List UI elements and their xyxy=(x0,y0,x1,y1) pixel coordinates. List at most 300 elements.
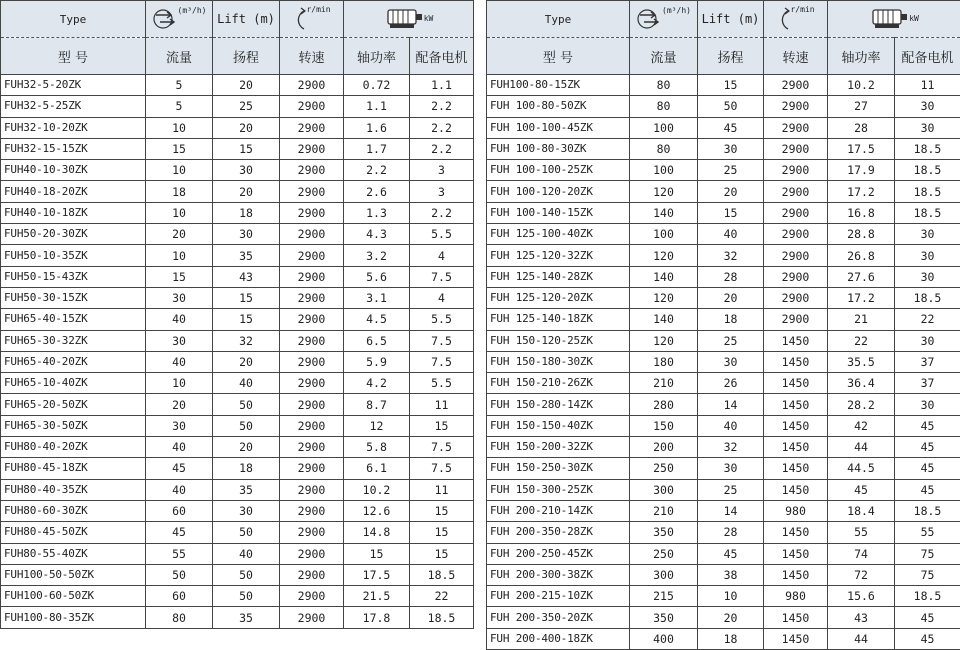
motor-power-cell: 7.5 xyxy=(410,351,474,372)
model-cell: FUH 100-80-50ZK xyxy=(487,96,630,117)
speed-cn-header: 转速 xyxy=(280,38,344,75)
motor-power-cell: 3 xyxy=(410,160,474,181)
shaft-power-cell: 14.8 xyxy=(344,522,410,543)
lift-label: Lift (m) xyxy=(702,12,760,26)
lift-cell: 20 xyxy=(213,351,280,372)
flow-cell: 120 xyxy=(630,245,698,266)
model-cell: FUH 200-250-45ZK xyxy=(487,543,630,564)
shaft-power-cell: 17.8 xyxy=(344,607,410,628)
model-cell: FUH 150-200-32ZK xyxy=(487,437,630,458)
speed-cell: 2900 xyxy=(280,96,344,117)
speed-cell: 2900 xyxy=(280,75,344,96)
flow-cell: 280 xyxy=(630,394,698,415)
motor-power-cell: 45 xyxy=(895,607,960,628)
shaft-power-cell: 35.5 xyxy=(828,351,895,372)
model-cell: FUH80-45-18ZK xyxy=(1,458,146,479)
shaft-power-cell: 6.5 xyxy=(344,330,410,351)
model-cell: FUH 150-300-25ZK xyxy=(487,479,630,500)
flow-cell: 210 xyxy=(630,373,698,394)
shaft-power-cell: 18.4 xyxy=(828,500,895,521)
power-header xyxy=(344,1,474,38)
speed-header xyxy=(280,1,344,38)
motor-power-cell: 45 xyxy=(895,437,960,458)
table-row xyxy=(487,522,960,543)
motor-power-cell: 15 xyxy=(410,543,474,564)
model-cell: FUH32-5-20ZK xyxy=(1,75,146,96)
flow-cell: 40 xyxy=(146,437,213,458)
motor-power-cell: 18.5 xyxy=(895,287,960,308)
lift-cell: 43 xyxy=(213,266,280,287)
lift-cell: 50 xyxy=(698,96,764,117)
model-cell: FUH40-10-30ZK xyxy=(1,160,146,181)
motor-power-cell: 37 xyxy=(895,373,960,394)
model-cell: FUH65-30-32ZK xyxy=(1,330,146,351)
type-header: Type xyxy=(1,1,146,38)
shaft-power-cell: 22 xyxy=(828,330,895,351)
shaft-power-cell: 1.6 xyxy=(344,117,410,138)
motor-power-cell: 30 xyxy=(895,394,960,415)
speed-cell: 2900 xyxy=(764,287,828,308)
table-row xyxy=(487,586,960,607)
lift-cell: 14 xyxy=(698,500,764,521)
motor-power-cell: 15 xyxy=(410,522,474,543)
model-cell: FUH100-80-35ZK xyxy=(1,607,146,628)
motor-power-cell: 5.5 xyxy=(410,309,474,330)
right-table-body xyxy=(487,75,960,650)
motor-power-cell: 18.5 xyxy=(895,202,960,223)
speed-cell: 2900 xyxy=(280,522,344,543)
pump-spec-table-right xyxy=(486,0,960,650)
motor-power-cell: 7.5 xyxy=(410,437,474,458)
model-cell: FUH 200-215-10ZK xyxy=(487,586,630,607)
flow-unit: (m³/h) xyxy=(178,6,207,15)
type-header: Type xyxy=(487,1,630,38)
shaft-power-cell: 4.5 xyxy=(344,309,410,330)
model-cell: FUH 125-140-28ZK xyxy=(487,266,630,287)
flow-cell: 20 xyxy=(146,224,213,245)
flow-cell: 10 xyxy=(146,245,213,266)
motor-power-cell: 5.5 xyxy=(410,373,474,394)
speed-cell: 1450 xyxy=(764,330,828,351)
lift-cell: 32 xyxy=(698,437,764,458)
flow-cell: 100 xyxy=(630,224,698,245)
flow-cell: 400 xyxy=(630,628,698,649)
table-row xyxy=(1,351,474,372)
model-cell: FUH100-60-50ZK xyxy=(1,586,146,607)
motor-power-cell: 18.5 xyxy=(895,138,960,159)
flow-cell: 120 xyxy=(630,181,698,202)
shaft-power-cell: 4.2 xyxy=(344,373,410,394)
lift-cell: 30 xyxy=(698,458,764,479)
flow-cell: 45 xyxy=(146,458,213,479)
speed-cell: 1450 xyxy=(764,564,828,585)
shaft-power-cell: 1.1 xyxy=(344,96,410,117)
speed-cell: 2900 xyxy=(280,458,344,479)
speed-cell: 2900 xyxy=(280,437,344,458)
motor-power-cell: 2.2 xyxy=(410,117,474,138)
table-row xyxy=(1,522,474,543)
model-cell: FUH80-40-35ZK xyxy=(1,479,146,500)
table-row xyxy=(487,160,960,181)
flow-cell: 200 xyxy=(630,437,698,458)
flow-cell: 5 xyxy=(146,75,213,96)
table-row xyxy=(1,458,474,479)
lift-cell: 35 xyxy=(213,479,280,500)
flow-cell: 20 xyxy=(146,394,213,415)
table-row xyxy=(1,117,474,138)
table-row xyxy=(1,415,474,436)
lift-cell: 18 xyxy=(698,309,764,330)
flow-cell: 150 xyxy=(630,415,698,436)
flow-cell: 80 xyxy=(630,75,698,96)
lift-cell: 14 xyxy=(698,394,764,415)
flow-cell: 100 xyxy=(630,117,698,138)
shaft-power-cell: 43 xyxy=(828,607,895,628)
table-row xyxy=(487,543,960,564)
model-cn-header: 型 号 xyxy=(487,38,630,75)
model-cell: FUH 200-400-18ZK xyxy=(487,628,630,649)
speed-cell: 2900 xyxy=(280,202,344,223)
flow-cn-header: 流量 xyxy=(630,38,698,75)
lift-cell: 20 xyxy=(213,117,280,138)
motor-power-cell: 1.1 xyxy=(410,75,474,96)
flow-cell: 10 xyxy=(146,160,213,181)
motor-power-cell: 45 xyxy=(895,458,960,479)
table-row xyxy=(1,202,474,223)
table-row xyxy=(487,628,960,649)
lift-cn-header: 扬程 xyxy=(698,38,764,75)
speed-cell: 2900 xyxy=(280,224,344,245)
motor-power-cell: 11 xyxy=(410,394,474,415)
motor-power-cell: 4 xyxy=(410,287,474,308)
flow-cell: 55 xyxy=(146,543,213,564)
shaft-power-cell: 27 xyxy=(828,96,895,117)
flow-cell: 40 xyxy=(146,309,213,330)
flow-cell: 140 xyxy=(630,309,698,330)
model-cell: FUH 125-120-32ZK xyxy=(487,245,630,266)
table-row xyxy=(487,500,960,521)
table-row xyxy=(1,75,474,96)
power-header xyxy=(828,1,960,38)
lift-cell: 15 xyxy=(698,202,764,223)
flow-cell: 100 xyxy=(630,160,698,181)
rotation-icon xyxy=(776,7,790,31)
model-cell: FUH100-80-15ZK xyxy=(487,75,630,96)
shaft-power-cell: 3.2 xyxy=(344,245,410,266)
motor-power-cell: 55 xyxy=(895,522,960,543)
speed-cell: 2900 xyxy=(764,117,828,138)
speed-cell: 2900 xyxy=(764,309,828,330)
model-cell: FUH 150-120-25ZK xyxy=(487,330,630,351)
motor-power-cell: 75 xyxy=(895,564,960,585)
shaft-power-cell: 36.4 xyxy=(828,373,895,394)
model-cell: FUH40-10-18ZK xyxy=(1,202,146,223)
speed-cell: 2900 xyxy=(764,160,828,181)
lift-cell: 15 xyxy=(213,287,280,308)
motor-power-cell: 30 xyxy=(895,96,960,117)
model-cell: FUH 200-210-14ZK xyxy=(487,500,630,521)
shaft-power-cell: 10.2 xyxy=(828,75,895,96)
shaft-power-cell: 44 xyxy=(828,437,895,458)
shaft-power-cell: 5.8 xyxy=(344,437,410,458)
lift-cell: 20 xyxy=(698,181,764,202)
table-row xyxy=(487,245,960,266)
shaft-power-cell: 5.6 xyxy=(344,266,410,287)
motor-power-cell: 4 xyxy=(410,245,474,266)
table-row xyxy=(487,458,960,479)
model-cell: FUH80-55-40ZK xyxy=(1,543,146,564)
shaft-power-cell: 28.8 xyxy=(828,224,895,245)
flow-cell: 5 xyxy=(146,96,213,117)
lift-cell: 45 xyxy=(698,543,764,564)
shaft-power-cell: 17.5 xyxy=(828,138,895,159)
shaft-power-cell: 21.5 xyxy=(344,586,410,607)
table-row xyxy=(1,607,474,628)
shaft-power-cell: 5.9 xyxy=(344,351,410,372)
flow-cell: 180 xyxy=(630,351,698,372)
flow-cell: 15 xyxy=(146,138,213,159)
motor-power-cell: 37 xyxy=(895,351,960,372)
shaft-power-cell: 74 xyxy=(828,543,895,564)
table-row xyxy=(1,309,474,330)
model-cell: FUH 150-180-30ZK xyxy=(487,351,630,372)
flow-cell: 210 xyxy=(630,500,698,521)
flow-cell: 140 xyxy=(630,266,698,287)
motor-cn-header: 配备电机 xyxy=(895,38,960,75)
speed-cell: 1450 xyxy=(764,628,828,649)
model-cell: FUH 100-120-20ZK xyxy=(487,181,630,202)
speed-header xyxy=(764,1,828,38)
lift-cell: 30 xyxy=(213,224,280,245)
shaft-power-cell: 55 xyxy=(828,522,895,543)
motor-power-cell: 30 xyxy=(895,245,960,266)
flow-cell: 60 xyxy=(146,586,213,607)
motor-power-cell: 15 xyxy=(410,500,474,521)
table-row xyxy=(487,330,960,351)
shaft-power-cell: 12.6 xyxy=(344,500,410,521)
shaft-power-cell: 72 xyxy=(828,564,895,585)
model-cell: FUH50-30-15ZK xyxy=(1,287,146,308)
lift-cell: 10 xyxy=(698,586,764,607)
motor-power-cell: 30 xyxy=(895,224,960,245)
table-row xyxy=(1,586,474,607)
motor-power-cell: 45 xyxy=(895,479,960,500)
shaft-power-cell: 42 xyxy=(828,415,895,436)
table-row xyxy=(487,96,960,117)
shaft-power-cell: 45 xyxy=(828,479,895,500)
lift-cell: 50 xyxy=(213,415,280,436)
shaft-power-cell: 27.6 xyxy=(828,266,895,287)
speed-unit: r/min xyxy=(306,5,330,14)
shaft-power-cell: 26.8 xyxy=(828,245,895,266)
motor-power-cell: 15 xyxy=(410,415,474,436)
motor-power-cell: 30 xyxy=(895,330,960,351)
lift-header xyxy=(213,1,280,38)
shaft-power-cell: 16.8 xyxy=(828,202,895,223)
table-row xyxy=(487,564,960,585)
table-row xyxy=(1,138,474,159)
table-row xyxy=(1,394,474,415)
model-cell: FUH 125-140-18ZK xyxy=(487,309,630,330)
speed-cell: 2900 xyxy=(280,415,344,436)
model-cell: FUH 100-100-45ZK xyxy=(487,117,630,138)
table-row xyxy=(487,607,960,628)
model-cell: FUH65-10-40ZK xyxy=(1,373,146,394)
table-row xyxy=(487,138,960,159)
model-cell: FUH 200-350-28ZK xyxy=(487,522,630,543)
flow-cell: 45 xyxy=(146,522,213,543)
shaft-power-cell: 8.7 xyxy=(344,394,410,415)
speed-cell: 980 xyxy=(764,500,828,521)
power-unit: kW xyxy=(909,14,919,23)
lift-cell: 32 xyxy=(213,330,280,351)
speed-cell: 2900 xyxy=(764,224,828,245)
speed-cell: 2900 xyxy=(280,117,344,138)
model-cell: FUH65-20-50ZK xyxy=(1,394,146,415)
motor-power-cell: 11 xyxy=(895,75,960,96)
shaft-power-cell: 10.2 xyxy=(344,479,410,500)
flow-cell: 120 xyxy=(630,330,698,351)
motor-power-cell: 22 xyxy=(895,309,960,330)
lift-cell: 15 xyxy=(698,75,764,96)
model-cell: FUH 125-100-40ZK xyxy=(487,224,630,245)
motor-power-cell: 22 xyxy=(410,586,474,607)
lift-cell: 20 xyxy=(213,181,280,202)
speed-cell: 2900 xyxy=(280,330,344,351)
speed-cell: 1450 xyxy=(764,415,828,436)
motor-power-cell: 11 xyxy=(410,479,474,500)
lift-cell: 50 xyxy=(213,564,280,585)
table-row xyxy=(487,394,960,415)
model-cell: FUH50-10-35ZK xyxy=(1,245,146,266)
speed-cell: 2900 xyxy=(764,266,828,287)
motor-power-cell: 75 xyxy=(895,543,960,564)
speed-cell: 2900 xyxy=(764,138,828,159)
lift-cell: 35 xyxy=(213,245,280,266)
lift-cell: 15 xyxy=(213,138,280,159)
speed-cell: 1450 xyxy=(764,458,828,479)
motor-power-cell: 18.5 xyxy=(895,586,960,607)
flow-cell: 80 xyxy=(630,96,698,117)
table-row xyxy=(1,437,474,458)
pump-spec-table-left xyxy=(0,0,474,629)
lift-cell: 26 xyxy=(698,373,764,394)
motor-power-cell: 18.5 xyxy=(410,607,474,628)
lift-cell: 28 xyxy=(698,266,764,287)
lift-cell: 50 xyxy=(213,522,280,543)
table-row xyxy=(487,181,960,202)
speed-cell: 1450 xyxy=(764,479,828,500)
speed-cell: 1450 xyxy=(764,373,828,394)
table-row xyxy=(487,224,960,245)
lift-cell: 38 xyxy=(698,564,764,585)
table-row xyxy=(487,202,960,223)
flow-cell: 60 xyxy=(146,500,213,521)
speed-cell: 1450 xyxy=(764,437,828,458)
table-row xyxy=(1,564,474,585)
model-cell: FUH32-5-25ZK xyxy=(1,96,146,117)
table-row xyxy=(1,160,474,181)
power-unit: kW xyxy=(424,14,434,23)
left-table-body xyxy=(1,75,474,629)
lift-cell: 50 xyxy=(213,586,280,607)
speed-cell: 1450 xyxy=(764,543,828,564)
motor-power-cell: 18.5 xyxy=(410,564,474,585)
speed-cell: 2900 xyxy=(764,181,828,202)
table-row xyxy=(487,75,960,96)
model-cell: FUH65-40-15ZK xyxy=(1,309,146,330)
table-row xyxy=(487,415,960,436)
shaft-power-cn-header: 轴功率 xyxy=(344,38,410,75)
lift-cell: 25 xyxy=(698,479,764,500)
lift-cell: 15 xyxy=(213,309,280,330)
motor-power-cell: 2.2 xyxy=(410,138,474,159)
motor-cn-header: 配备电机 xyxy=(410,38,474,75)
motor-icon xyxy=(384,8,424,30)
lift-cell: 45 xyxy=(698,117,764,138)
speed-cell: 2900 xyxy=(764,202,828,223)
model-cell: FUH 200-300-38ZK xyxy=(487,564,630,585)
shaft-power-cell: 2.2 xyxy=(344,160,410,181)
shaft-power-cell: 28 xyxy=(828,117,895,138)
speed-cell: 2900 xyxy=(280,479,344,500)
model-cell: FUH 150-250-30ZK xyxy=(487,458,630,479)
lift-cell: 35 xyxy=(213,607,280,628)
table-row xyxy=(1,287,474,308)
table-row xyxy=(1,96,474,117)
flow-cn-header: 流量 xyxy=(146,38,213,75)
speed-cell: 2900 xyxy=(280,287,344,308)
shaft-power-cell: 3.1 xyxy=(344,287,410,308)
speed-cell: 2900 xyxy=(280,564,344,585)
table-row xyxy=(487,266,960,287)
model-cell: FUH32-10-20ZK xyxy=(1,117,146,138)
model-cell: FUH 150-280-14ZK xyxy=(487,394,630,415)
table-row xyxy=(487,117,960,138)
flow-header xyxy=(146,1,213,38)
lift-cell: 20 xyxy=(698,287,764,308)
lift-cell: 30 xyxy=(698,351,764,372)
flow-cell: 40 xyxy=(146,351,213,372)
model-cell: FUH50-20-30ZK xyxy=(1,224,146,245)
speed-cell: 2900 xyxy=(280,607,344,628)
lift-cell: 18 xyxy=(213,458,280,479)
table-row xyxy=(1,373,474,394)
lift-cell: 25 xyxy=(698,330,764,351)
shaft-power-cell: 44.5 xyxy=(828,458,895,479)
flow-cell: 350 xyxy=(630,607,698,628)
motor-power-cell: 2.2 xyxy=(410,96,474,117)
lift-cell: 18 xyxy=(213,202,280,223)
motor-power-cell: 7.5 xyxy=(410,330,474,351)
speed-cell: 1450 xyxy=(764,351,828,372)
lift-cn-header: 扬程 xyxy=(213,38,280,75)
model-cell: FUH50-15-43ZK xyxy=(1,266,146,287)
flow-icon xyxy=(636,8,662,30)
motor-power-cell: 18.5 xyxy=(895,500,960,521)
model-cell: FUH 100-80-30ZK xyxy=(487,138,630,159)
model-cell: FUH 150-150-40ZK xyxy=(487,415,630,436)
shaft-power-cell: 6.1 xyxy=(344,458,410,479)
speed-unit: r/min xyxy=(790,5,814,14)
motor-power-cell: 45 xyxy=(895,628,960,649)
table-row xyxy=(1,245,474,266)
rotation-icon xyxy=(292,7,306,31)
flow-cell: 300 xyxy=(630,564,698,585)
flow-cell: 30 xyxy=(146,415,213,436)
table-row xyxy=(1,500,474,521)
flow-cell: 30 xyxy=(146,330,213,351)
